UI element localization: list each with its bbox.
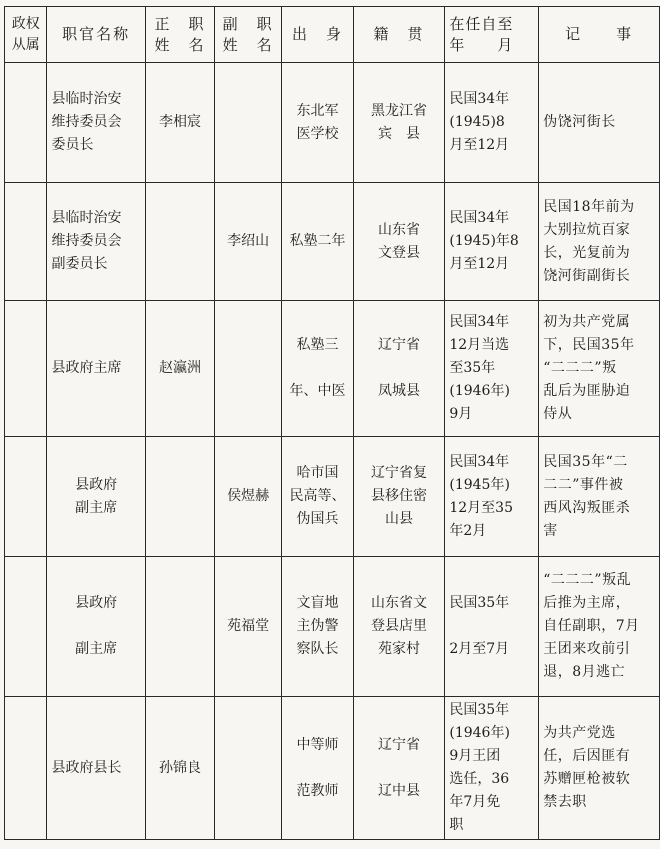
table-row: [5, 437, 660, 557]
cell-deputy-name: [215, 63, 282, 183]
header-deputy-name: 副 职 姓 名: [215, 7, 282, 63]
table-row: [5, 183, 660, 301]
header-post: 职官名称: [47, 7, 145, 63]
cell-chief-name: 孙锦良: [145, 697, 214, 840]
cell-deputy-name: 苑福堂: [215, 557, 282, 697]
table-header-row: [5, 7, 660, 63]
cell-chief-name: [145, 183, 214, 301]
cell-post: 县临时治安 维持委员会 委员长: [47, 63, 145, 183]
cell-origin: 文盲地 主伪警 察队长: [282, 557, 354, 697]
cell-native-place: 辽宁省 辽中县: [353, 697, 445, 840]
cell-origin: 中等师 范教师: [282, 697, 354, 840]
cell-chief-name: [145, 437, 214, 557]
cell-affiliation: [5, 437, 47, 557]
cell-post: 县政府主席: [47, 301, 145, 437]
cell-native-place: 辽宁省复 县移住密 山县: [353, 437, 445, 557]
cell-term: 民国34年 12月当选 至35年 (1946年) 9月: [445, 301, 539, 437]
cell-notes: 初为共产党属 下，民国35年 “二二二”叛 乱后为匪胁迫 侍从: [539, 301, 660, 437]
header-term: 在任自至 年 月: [445, 7, 539, 63]
cell-affiliation: [5, 63, 47, 183]
cell-affiliation: [5, 697, 47, 840]
cell-notes: “二二二”叛乱 后推为主席， 自任副职，7月 王团来攻前引 退，8月逃亡: [539, 557, 660, 697]
table-row: [5, 557, 660, 697]
cell-post: 县临时治安 维持委员会 副委员长: [47, 183, 145, 301]
header-affiliation: 政权 从属: [5, 7, 47, 63]
cell-post: 县政府 副主席: [47, 557, 145, 697]
cell-chief-name: 李相宸: [145, 63, 214, 183]
cell-origin: 东北军 医学校: [282, 63, 354, 183]
cell-term: 民国35年 2月至7月: [445, 557, 539, 697]
cell-notes: 伪饶河街长: [539, 63, 660, 183]
cell-chief-name: [145, 557, 214, 697]
cell-affiliation: [5, 183, 47, 301]
cell-chief-name: 赵瀛洲: [145, 301, 214, 437]
header-notes: 记 事: [539, 7, 660, 63]
cell-affiliation: [5, 301, 47, 437]
cell-term: 民国34年 (1945)年8 月至12月: [445, 183, 539, 301]
cell-notes: 为共产党选 任，后因匪有 苏赠匣枪被软 禁去职: [539, 697, 660, 840]
header-chief-name: 正 职 姓 名: [145, 7, 214, 63]
cell-term: 民国34年 (1945年) 12月至35 年2月: [445, 437, 539, 557]
cell-deputy-name: [215, 301, 282, 437]
cell-deputy-name: 侯煜赫: [215, 437, 282, 557]
header-native-place: 籍 贯: [353, 7, 445, 63]
cell-affiliation: [5, 557, 47, 697]
table-row: [5, 697, 660, 840]
cell-origin: 私塾三 年、中医: [282, 301, 354, 437]
cell-origin: 哈市国 民高等、 伪国兵: [282, 437, 354, 557]
cell-origin: 私塾二年: [282, 183, 354, 301]
cell-notes: 民国35年“二 二二”事件被 西风沟叛匪杀 害: [539, 437, 660, 557]
cell-term: 民国34年 (1945)8 月至12月: [445, 63, 539, 183]
cell-native-place: 山东省 文登县: [353, 183, 445, 301]
cell-native-place: 山东省文 登县店里 苑家村: [353, 557, 445, 697]
cell-native-place: 辽宁省 凤城县: [353, 301, 445, 437]
cell-post: 县政府 副主席: [47, 437, 145, 557]
cell-deputy-name: 李绍山: [215, 183, 282, 301]
header-origin: 出 身: [282, 7, 354, 63]
cell-term: 民国35年 (1946年) 9月王团 选任，36 年7月免 职: [445, 697, 539, 840]
table-row: [5, 63, 660, 183]
cell-deputy-name: [215, 697, 282, 840]
table-row: [5, 301, 660, 437]
officials-table: [4, 6, 660, 840]
cell-native-place: 黑龙江省 宾 县: [353, 63, 445, 183]
cell-post: 县政府县长: [47, 697, 145, 840]
cell-notes: 民国18年前为 大别拉炕百家 长，光复前为 饶河街副街长: [539, 183, 660, 301]
